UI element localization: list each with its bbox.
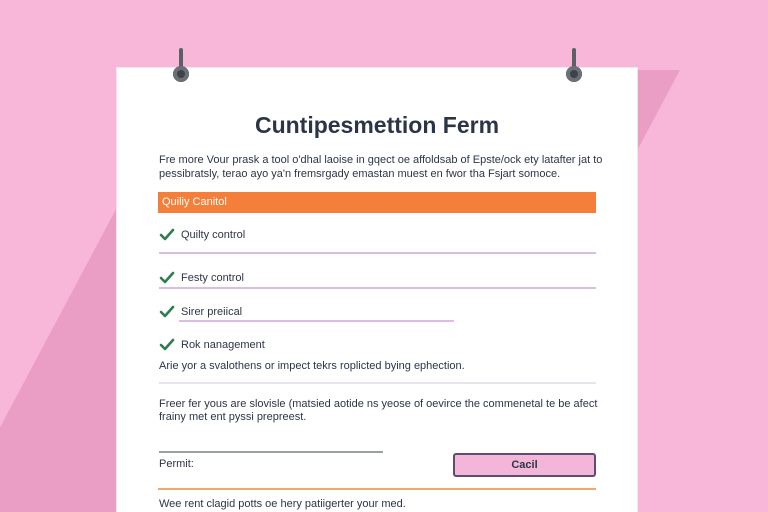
section-header: Quiliy Canitol (158, 192, 596, 213)
divider (159, 382, 596, 384)
intro-text (159, 153, 603, 181)
checklist-item[interactable] (159, 225, 245, 245)
checkmark-icon (159, 270, 175, 286)
checklist-label: Sirer preiical (181, 306, 243, 318)
form-title: Cuntipesmettion Ferm (254, 112, 500, 138)
checklist-item[interactable] (159, 335, 265, 355)
intro-line: Fre more Vour prask a tool o'dhal laoise in gqect oe affoldsab of Epste/ock ety latafter jat to (159, 154, 603, 166)
checklist-item[interactable] (159, 302, 242, 322)
checkmark-icon (159, 337, 175, 353)
intro-line: pessibratsly, terao ayo ya'n fremsrgady emastan muest en fwor tha Fsjart somoce. (159, 168, 561, 180)
footer-text: Wee rent clagid potts oe hery patiigerter your med. (159, 498, 406, 510)
description-line: frainy met ent pyssi prepreest. (159, 411, 307, 423)
checklist-item[interactable] (159, 268, 244, 288)
checkmark-icon (159, 304, 175, 320)
checklist-label: Festy control (181, 272, 244, 284)
permit-signature-line[interactable] (159, 451, 383, 453)
pin-icon (173, 48, 189, 88)
checklist-label: Quilty control (181, 229, 246, 241)
divider (159, 287, 596, 289)
instruction-text: Arie yor a svalothens or impect tekrs roplicted bying ephection. (159, 360, 465, 372)
description-line: Freer fer yous are slovisle (matsied aotide ns yeose of oevirce the commenetal te be afect (159, 398, 598, 410)
cancel-button[interactable]: Cacil (453, 453, 596, 477)
divider (159, 252, 596, 254)
checkmark-icon (159, 227, 175, 243)
permit-label: Permit: (159, 458, 194, 470)
checklist-label: Rok nanagement (181, 339, 265, 351)
divider (158, 488, 596, 490)
divider (179, 320, 454, 322)
pin-icon (566, 48, 582, 88)
